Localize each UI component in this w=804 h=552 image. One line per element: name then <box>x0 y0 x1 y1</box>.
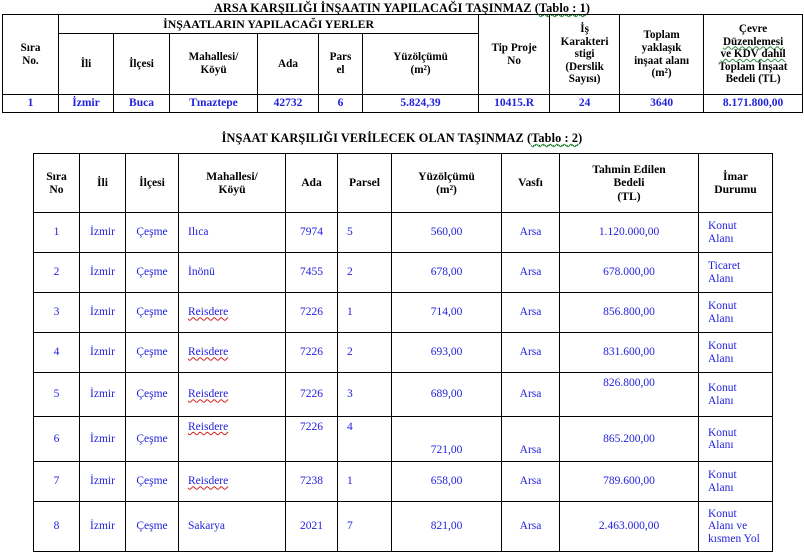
table2-cell-sira-no: 4 <box>34 333 80 373</box>
table1-cell-parsel: 6 <box>319 95 363 113</box>
table2-cell-parsel: 1 <box>338 462 392 502</box>
table2-title-close: ) <box>578 131 583 145</box>
table2-cell-ada: 7238 <box>286 462 338 502</box>
table2-cell-sira-no: 3 <box>34 293 80 333</box>
table1-header-mahallesi: Mahallesi/ Köyü <box>170 34 258 95</box>
table2-cell-sira-no: 5 <box>34 373 80 417</box>
table2-header-yuzolcumu: Yüzölçümü (m²) <box>392 154 502 213</box>
table2-header-sira-no: Sıra No <box>34 154 80 213</box>
table2-cell-bedel: 2.463.000,00 <box>560 502 699 552</box>
table2-cell-yuzolcumu: 560,00 <box>392 213 502 253</box>
table2-cell-ili: İzmir <box>80 253 126 293</box>
table2-header-row <box>34 154 773 213</box>
table2-cell-bedel: 856.800,00 <box>560 293 699 333</box>
table2-cell-vasfi: Arsa <box>502 373 560 417</box>
table1-header-sira-no: Sıra No. <box>3 15 59 95</box>
table2-cell-ilcesi: Çeşme <box>126 373 179 417</box>
table-row <box>34 293 773 333</box>
table1-header-ada: Ada <box>258 34 319 95</box>
table2-cell-ili: İzmir <box>80 373 126 417</box>
table2-cell-ili: İzmir <box>80 213 126 253</box>
table2-body <box>34 213 773 552</box>
table2-title-text: İNŞAAT KARŞILIĞI VERİLECEK OLAN TAŞINMAZ ( <box>221 131 532 145</box>
table2-header-imar-durumu: İmar Durumu <box>699 154 773 213</box>
table1-cell-ada: 42732 <box>258 95 319 113</box>
table2-cell-parsel: 4 <box>338 417 392 462</box>
table-row <box>34 462 773 502</box>
table2-cell-parsel: 2 <box>338 253 392 293</box>
table2-cell-mahallesi: Reisdere <box>179 373 286 417</box>
table1-cell-toplam-insaat-bedeli: 8.171.800,00 <box>704 95 803 113</box>
table1-title-close: ) <box>585 1 591 15</box>
table1-cell-sira-no: 1 <box>3 95 59 113</box>
table2-cell-yuzolcumu: 714,00 <box>392 293 502 333</box>
table1-header-ili: İli <box>59 34 114 95</box>
table-row <box>34 502 773 552</box>
table2-cell-vasfi: Arsa <box>502 462 560 502</box>
table2-cell-mahallesi: Sakarya <box>179 502 286 552</box>
table2-cell-ilcesi: Çeşme <box>126 333 179 373</box>
table2-cell-imar-durumu: Konut Alanı ve kısmen Yol <box>699 502 773 552</box>
table2-title <box>0 131 804 145</box>
table2-cell-imar-durumu: Konut Alanı <box>699 373 773 417</box>
table2-header-ada: Ada <box>286 154 338 213</box>
table2-cell-vasfi: Arsa <box>502 253 560 293</box>
table1-title-tag: Tablo : 1 <box>538 1 586 15</box>
table1-header-group: İNŞAATLARIN YAPILACAĞI YERLER <box>59 15 479 34</box>
table2-cell-ilcesi: Çeşme <box>126 417 179 462</box>
table2-cell-ilcesi: Çeşme <box>126 293 179 333</box>
table2-cell-yuzolcumu: 721,00 <box>392 417 502 462</box>
table-row <box>34 333 773 373</box>
table2-cell-imar-durumu: Konut Alanı <box>699 462 773 502</box>
table-row <box>34 373 773 417</box>
table2-cell-imar-durumu: Konut Alanı <box>699 213 773 253</box>
table1-cell-toplam-insaat-alani: 3640 <box>620 95 704 113</box>
table1-header-tip-proje-no: Tip Proje No <box>479 15 550 95</box>
table2-cell-sira-no: 8 <box>34 502 80 552</box>
table2-cell-vasfi: Arsa <box>502 502 560 552</box>
table2-cell-ilcesi: Çeşme <box>126 462 179 502</box>
table2-header-ilcesi: İlçesi <box>126 154 179 213</box>
table-row <box>34 417 773 462</box>
table1-cell-is-karakteristigi: 24 <box>550 95 620 113</box>
table2-header-mahallesi: Mahallesi/ Köyü <box>179 154 286 213</box>
table2-cell-imar-durumu: Ticaret Alanı <box>699 253 773 293</box>
table2-cell-vasfi: Arsa <box>502 333 560 373</box>
table2-cell-ilcesi: Çeşme <box>126 502 179 552</box>
table2-cell-bedel: 865.200,00 <box>560 417 699 462</box>
table2-cell-ili: İzmir <box>80 293 126 333</box>
table2-cell-yuzolcumu: 678,00 <box>392 253 502 293</box>
table1-title <box>0 1 804 15</box>
table2-cell-ada: 2021 <box>286 502 338 552</box>
table2-cell-yuzolcumu: 821,00 <box>392 502 502 552</box>
table2-cell-bedel: 678.000,00 <box>560 253 699 293</box>
table1-container <box>2 14 802 113</box>
table2-cell-yuzolcumu: 658,00 <box>392 462 502 502</box>
table2-cell-vasfi: Arsa <box>502 293 560 333</box>
table2-cell-imar-durumu: Konut Alanı <box>699 417 773 462</box>
table2-cell-ada: 7226 <box>286 293 338 333</box>
table1-header-toplam-insaat-alani: Toplam yaklaşık inşaat alanı (m²) <box>620 15 704 95</box>
table-row <box>3 95 803 113</box>
table2-cell-sira-no: 2 <box>34 253 80 293</box>
table2-cell-mahallesi: Reisdere <box>179 417 286 462</box>
table2-cell-ada: 7226 <box>286 333 338 373</box>
table1-header-is-karakteristigi: İş Karakteri stigi (Derslik Sayısı) <box>550 15 620 95</box>
table2-cell-ada: 7974 <box>286 213 338 253</box>
table1-cell-ilcesi: Buca <box>114 95 170 113</box>
table2-cell-ada: 7226 <box>286 373 338 417</box>
table2-cell-ili: İzmir <box>80 502 126 552</box>
table2-container <box>33 153 772 552</box>
table2-cell-parsel: 7 <box>338 502 392 552</box>
table2-header-ili: İli <box>80 154 126 213</box>
table-row <box>34 213 773 253</box>
table1-header-row-1 <box>3 15 803 34</box>
table2-cell-mahallesi: Reisdere <box>179 333 286 373</box>
table1 <box>2 14 803 113</box>
table2-cell-parsel: 1 <box>338 293 392 333</box>
table2-header-parsel: Parsel <box>338 154 392 213</box>
table2-cell-parsel: 3 <box>338 373 392 417</box>
table2-title-tag: Tablo : 2 <box>531 131 579 145</box>
table2-cell-ada: 7226 <box>286 417 338 462</box>
table1-title-text: ARSA KARŞILIĞI İNŞAATIN YAPILACAĞI TAŞINMAZ ( <box>213 1 539 15</box>
table2-cell-imar-durumu: Konut Alanı <box>699 333 773 373</box>
table2-cell-ili: İzmir <box>80 417 126 462</box>
table2-cell-mahallesi: İnönü <box>179 253 286 293</box>
table-row <box>34 253 773 293</box>
table2-cell-mahallesi: Ilıca <box>179 213 286 253</box>
table2-cell-ilcesi: Çeşme <box>126 213 179 253</box>
table2-cell-yuzolcumu: 693,00 <box>392 333 502 373</box>
table2-cell-vasfi: Arsa <box>502 417 560 462</box>
table1-cell-ili: İzmir <box>59 95 114 113</box>
table2-header-vasfi: Vasfı <box>502 154 560 213</box>
table1-cell-mahallesi: Tınaztepe <box>170 95 258 113</box>
table2-cell-yuzolcumu: 689,00 <box>392 373 502 417</box>
table1-header-yuzolcumu: Yüzölçümü (m²) <box>363 34 479 95</box>
table2-cell-ada: 7455 <box>286 253 338 293</box>
table2-cell-ili: İzmir <box>80 333 126 373</box>
table2-cell-ili: İzmir <box>80 462 126 502</box>
table2-cell-mahallesi: Reisdere <box>179 462 286 502</box>
table1-header-toplam-insaat-bedeli: Çevre Düzenlemesi ve KDV dahil Toplam İnşaat Bedeli (TL) <box>704 15 803 95</box>
table2-cell-imar-durumu: Konut Alanı <box>699 293 773 333</box>
table2-cell-bedel: 826.800,00 <box>560 373 699 417</box>
table2-cell-parsel: 5 <box>338 213 392 253</box>
table2-cell-bedel: 1.120.000,00 <box>560 213 699 253</box>
table1-header-ilcesi: İlçesi <box>114 34 170 95</box>
table2-cell-bedel: 831.600,00 <box>560 333 699 373</box>
table1-header-parsel: Pars el <box>319 34 363 95</box>
table1-cell-tip-proje-no: 10415.R <box>479 95 550 113</box>
table2-cell-vasfi: Arsa <box>502 213 560 253</box>
table1-cell-yuzolcumu: 5.824,39 <box>363 95 479 113</box>
table2-cell-mahallesi: Reisdere <box>179 293 286 333</box>
table2-cell-sira-no: 7 <box>34 462 80 502</box>
table2-cell-sira-no: 1 <box>34 213 80 253</box>
table2-cell-parsel: 2 <box>338 333 392 373</box>
table2 <box>33 153 773 552</box>
table2-cell-ilcesi: Çeşme <box>126 253 179 293</box>
table2-cell-bedel: 789.600,00 <box>560 462 699 502</box>
table2-cell-sira-no: 6 <box>34 417 80 462</box>
table2-header-tahmin-edilen-bedeli: Tahmin Edilen Bedeli (TL) <box>560 154 699 213</box>
